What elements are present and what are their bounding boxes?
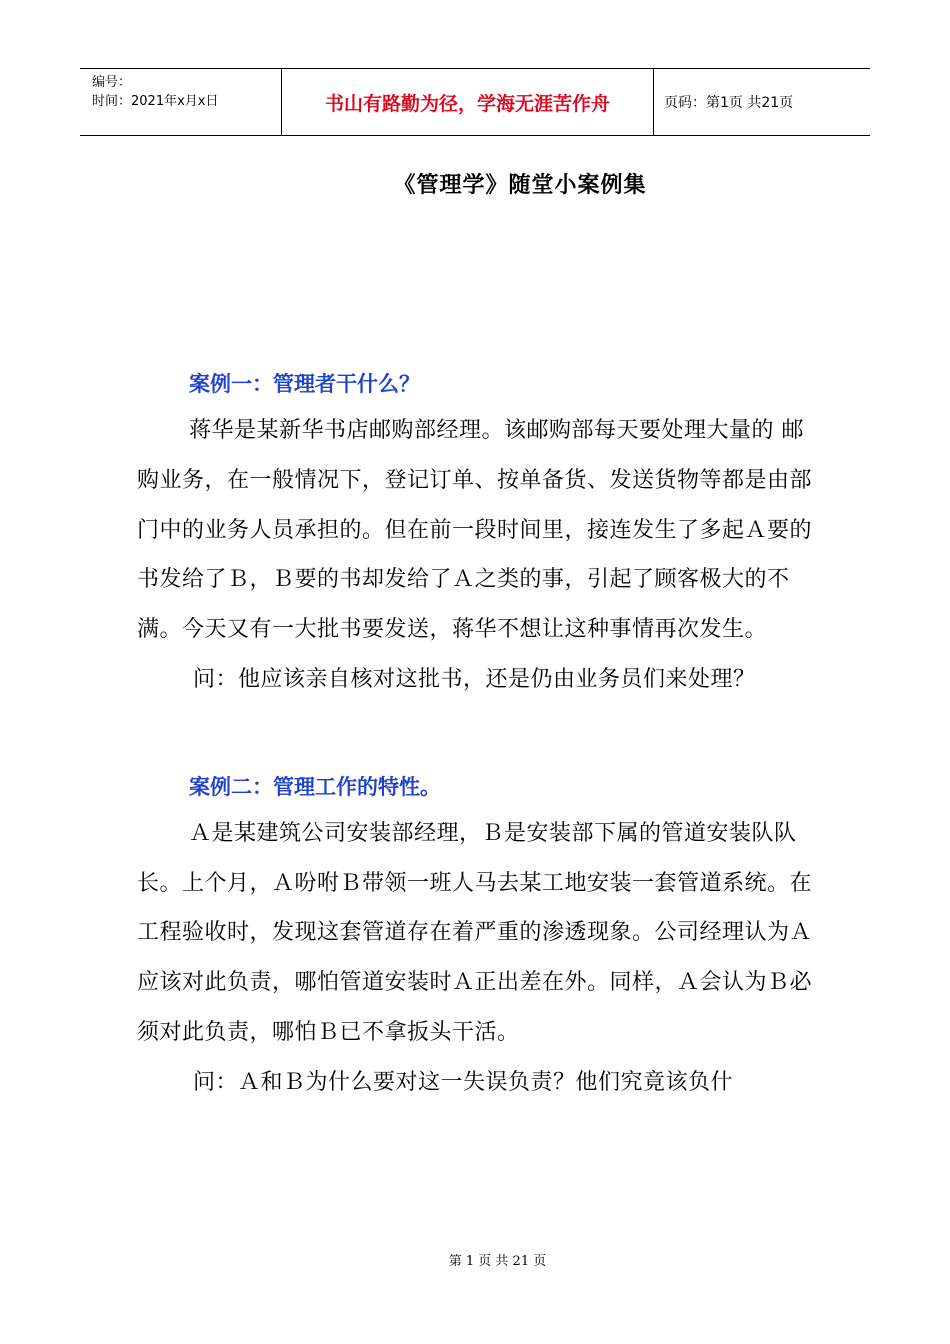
case-question: 问：Ａ和Ｂ为什么要对这一失误负责？他们究竟该负什 (193, 1069, 734, 1095)
case-title: 案例二：管理工作的特性。 (189, 774, 441, 799)
header-page-info: 页码：第1页 共21页 (664, 95, 794, 111)
document-body (137, 364, 817, 1108)
case-question: 问：他应该亲自核对这批书，还是仍由业务员们来处理？ (193, 666, 756, 692)
header-meta (80, 69, 281, 135)
case-section (137, 767, 817, 1108)
case-title: 案例一：管理者干什么？ (189, 372, 420, 396)
document-time-label: 时间：2021年x月x日 (92, 94, 219, 109)
page-header (80, 68, 870, 136)
document-title: 《管理学》随堂小案例集 (393, 173, 647, 198)
document-number-label: 编号： (92, 75, 132, 90)
case-section (137, 364, 817, 705)
case-body: 蒋华是某新华书店邮购部经理。该邮购部每天要处理大量的 邮购业务，在一般情况下，登记订单、按单备货、发送货物等都是由部门中的业务人员承担的。但在前一段时间里，接连发生了多起Ａ要的书发给了Ｂ，Ｂ要的书却发给了Ａ之类的事，引起了顾客极大的不满。今天又有一大批书要发送，蒋华不想让这种事情再次发生。 (137, 418, 813, 643)
header-motto: 书山有路勤为径，学海无涯苦作舟 (281, 69, 654, 135)
page-footer: 第 1 页 共 21 页 (448, 1254, 547, 1269)
section-spacer (137, 705, 817, 767)
case-body: Ａ是某建筑公司安装部经理，Ｂ是安装部下属的管道安装队队长。上个月，Ａ吩咐Ｂ带领一班人马去某工地安装一套管道系统。在工程验收时，发现这套管道存在着严重的渗透现象。公司经理认为Ａ应该对此负责，哪怕管道安装时Ａ正出差在外。同样，Ａ会认为Ｂ必须对此负责，哪怕Ｂ已不拿扳头干活。 (137, 820, 813, 1045)
